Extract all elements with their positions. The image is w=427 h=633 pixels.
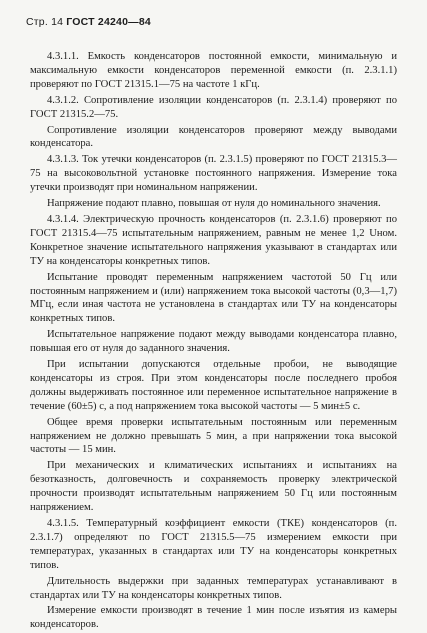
page-number: Стр. 14 bbox=[26, 16, 64, 28]
paragraph: Напряжение подают плавно, повышая от нуля до номинального значения. bbox=[47, 198, 381, 210]
paragraph: Общее время проверки испытательным постоянным или переменным напряжением не должно превышать 5 мин, а при напряжении тока высокой частоты — 15 мин. bbox=[30, 416, 397, 456]
standard-number: ГОСТ 24240—84 bbox=[66, 16, 151, 28]
paragraph: Испытание проводят переменным напряжением частотой 50 Гц или постоянным напряжением и (или) напряжением тока высокой частоты (0,3—1,7) МГц, если иная частота не установлена в стандартах или ТУ на конденсаторы конкретных типов. bbox=[30, 271, 397, 325]
paragraph: Испытательное напряжение подают между выводами конденсатора плавно, повышая его от нуля до заданного значения. bbox=[30, 329, 397, 355]
page-header bbox=[26, 16, 151, 28]
paragraph: 4.3.1.3. Ток утечки конденсаторов (п. 2.3.1.5) проверяют по ГОСТ 21315.3—75 на высоковольтной установке постоянного напряжения. Измерение тока утечки производят при номинальном напряжении. bbox=[30, 154, 397, 194]
document-body bbox=[30, 50, 397, 632]
paragraph: 4.3.1.5. Температурный коэффициент емкости (ТКЕ) конденсаторов (п. 2.3.1.7) определяют по ГОСТ 21315.5—75 измерением емкости при температурах, указанных в стандартах или ТУ на конденсаторы конкретных типов. bbox=[30, 518, 397, 571]
paragraph: При испытании допускаются отдельные пробои, не выводящие конденсаторы из строя. При этом конденсаторы после последнего пробоя должны выдерживать постоянное или переменное испытательное напряжение в течение (60±5) с, а под напряжением тока высокой частоты — 5 мин±5 с. bbox=[30, 359, 397, 412]
paragraph: 4.3.1.4. Электрическую прочность конденсаторов (п. 2.3.1.6) проверяют по ГОСТ 21315.4—75 испытательным напряжением, равным не менее 1,2 Uном. Конкретное значение испытательного напряжения указывают в стандартах или ТУ на конденсаторы конкретных типов. bbox=[30, 213, 397, 267]
paragraph: Сопротивление изоляции конденсаторов проверяют между выводами конденсатора. bbox=[30, 124, 397, 150]
paragraph: Длительность выдержки при заданных температурах устанавливают в стандартах или ТУ на конденсаторы конкретных типов. bbox=[30, 575, 397, 601]
paragraph: Измерение емкости производят в течение 1 мин после изъятия из камеры конденсаторов. bbox=[30, 605, 397, 631]
paragraph: 4.3.1.1. Емкость конденсаторов постоянной емкости, минимальную и максимальную емкости конденсаторов переменной емкости (п. 2.3.1.1) проверяют по ГОСТ 21315.1—75 на частоте 1 кГц. bbox=[30, 51, 397, 90]
paragraph: При механических и климатических испытаниях и испытаниях на безотказность, долговечность и сохраняемость проверку электрической прочности производят испытательным напряжением 50 Гц или постоянным напряжением. bbox=[30, 460, 397, 514]
paragraph: 4.3.1.2. Сопротивление изоляции конденсаторов (п. 2.3.1.4) проверяют по ГОСТ 21315.2—75. bbox=[30, 94, 397, 120]
